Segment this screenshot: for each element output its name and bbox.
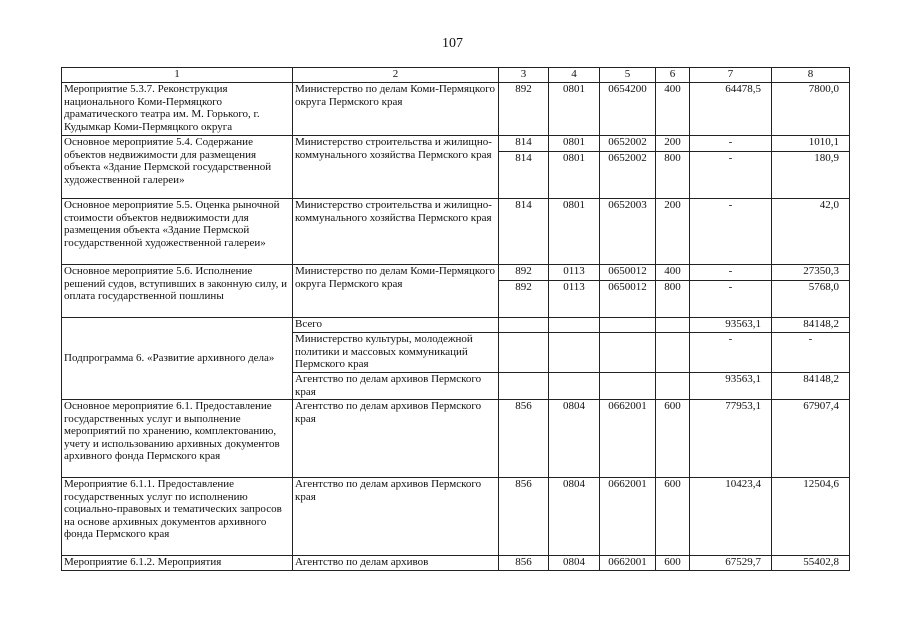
amount-col8: 1010,1 [772,136,850,152]
amount-col7: - [690,281,772,318]
activity-name: Основное мероприятие 5.6. Исполнение решений судов, вступивших в законную силу, и оплата государственной пошлины [62,265,293,318]
grbs-code: 814 [499,199,549,265]
col-header-8: 8 [772,68,850,83]
amount-col7: 10423,4 [690,478,772,556]
grbs-code: 892 [499,281,549,318]
grbs-code: 856 [499,400,549,478]
activity-name: Основное мероприятие 5.4. Содержание объектов недвижимости для размещения объекта «Здание Пермской государственной художественной галереи» [62,136,293,199]
executor: Агентство по делам архивов Пермского края [293,478,499,556]
table-row [62,265,850,281]
col-header-3: 3 [499,68,549,83]
page-number: 107 [442,36,463,51]
amount-col8: 84148,2 [772,318,850,333]
table-row [62,83,850,136]
amount-col7: 67529,7 [690,556,772,571]
amount-col7: - [690,136,772,152]
activity-name: Мероприятие 5.3.7. Реконструкция национального Коми-Пермяцкого драматического театра им. М. Горького, г. Кудымкар Коми-Пермяцкого округа [62,83,293,136]
amount-col8: 67907,4 [772,400,850,478]
amount-col7: 77953,1 [690,400,772,478]
target-code: 0652003 [600,199,656,265]
executor: Министерство по делам Коми-Пермяцкого округа Пермского края [293,83,499,136]
amount-col7: 93563,1 [690,318,772,333]
amount-col7: - [690,199,772,265]
header-row [62,68,850,83]
col-header-7: 7 [690,68,772,83]
col-header-4: 4 [549,68,600,83]
table-row [62,199,850,265]
budget-table [61,67,850,571]
amount-col8: 84148,2 [772,373,850,400]
expense-type: 800 [656,281,690,318]
grbs-code: 892 [499,83,549,136]
subprogram-name: Подпрограмма 6. «Развитие архивного дела» [62,318,293,400]
section-code: 0804 [549,556,600,571]
target-code: 0652002 [600,136,656,152]
amount-col8: 12504,6 [772,478,850,556]
table-row [62,556,850,571]
grbs-code: 856 [499,478,549,556]
activity-name: Мероприятие 6.1.2. Мероприятия [62,556,293,571]
amount-col7: - [690,152,772,199]
expense-type: 600 [656,556,690,571]
amount-col8: - [772,333,850,373]
activity-name: Основное мероприятие 6.1. Предоставление государственных услуг и выполнение мероприятий по хранению, комплектованию, учету и использованию архивных документов архивного фонда Пермского края [62,400,293,478]
amount-col8: 7800,0 [772,83,850,136]
expense-type: 400 [656,83,690,136]
grbs-code: 892 [499,265,549,281]
section-code: 0113 [549,281,600,318]
grbs-code: 814 [499,152,549,199]
activity-name: Основное мероприятие 5.5. Оценка рыночной стоимости объектов недвижимости для размещения объекта «Здание Пермской государственной художественной галереи» [62,199,293,265]
expense-type: 200 [656,199,690,265]
col-header-2: 2 [293,68,499,83]
target-code: 0654200 [600,83,656,136]
table-row [62,136,850,152]
target-code: 0652002 [600,152,656,199]
grbs-code: 814 [499,136,549,152]
section-code: 0801 [549,136,600,152]
section-code: 0804 [549,400,600,478]
section-code: 0801 [549,199,600,265]
executor: Агентство по делам архивов Пермского края [293,400,499,478]
target-code: 0662001 [600,400,656,478]
executor: Министерство по делам Коми-Пермяцкого округа Пермского края [293,265,499,318]
amount-col8: 42,0 [772,199,850,265]
section-code: 0804 [549,478,600,556]
amount-col8: 55402,8 [772,556,850,571]
executor: Агентство по делам архивов Пермского края [293,373,499,400]
executor: Министерство строительства и жилищно-коммунального хозяйства Пермского края [293,136,499,199]
expense-type: 400 [656,265,690,281]
table-row [62,400,850,478]
expense-type: 600 [656,400,690,478]
amount-col7: - [690,265,772,281]
executor: Министерство культуры, молодежной политики и массовых коммуникаций Пермского края [293,333,499,373]
target-code: 0650012 [600,281,656,318]
target-code: 0662001 [600,478,656,556]
col-header-5: 5 [600,68,656,83]
executor: Агентство по делам архивов [293,556,499,571]
executor: Всего [293,318,499,333]
section-code: 0801 [549,83,600,136]
amount-col7: - [690,333,772,373]
activity-name: Мероприятие 6.1.1. Предоставление государственных услуг по исполнению социально-правовых и тематических запросов на основе архивных документов архивного фонда Пермского края [62,478,293,556]
amount-col8: 27350,3 [772,265,850,281]
expense-type: 200 [656,136,690,152]
amount-col7: 64478,5 [690,83,772,136]
amount-col7: 93563,1 [690,373,772,400]
grbs-code: 856 [499,556,549,571]
target-code: 0662001 [600,556,656,571]
section-code: 0113 [549,265,600,281]
col-header-6: 6 [656,68,690,83]
executor: Министерство строительства и жилищно-коммунального хозяйства Пермского края [293,199,499,265]
table-row [62,478,850,556]
expense-type: 600 [656,478,690,556]
amount-col8: 5768,0 [772,281,850,318]
section-code: 0801 [549,152,600,199]
amount-col8: 180,9 [772,152,850,199]
col-header-1: 1 [62,68,293,83]
table-row [62,318,850,333]
expense-type: 800 [656,152,690,199]
target-code: 0650012 [600,265,656,281]
